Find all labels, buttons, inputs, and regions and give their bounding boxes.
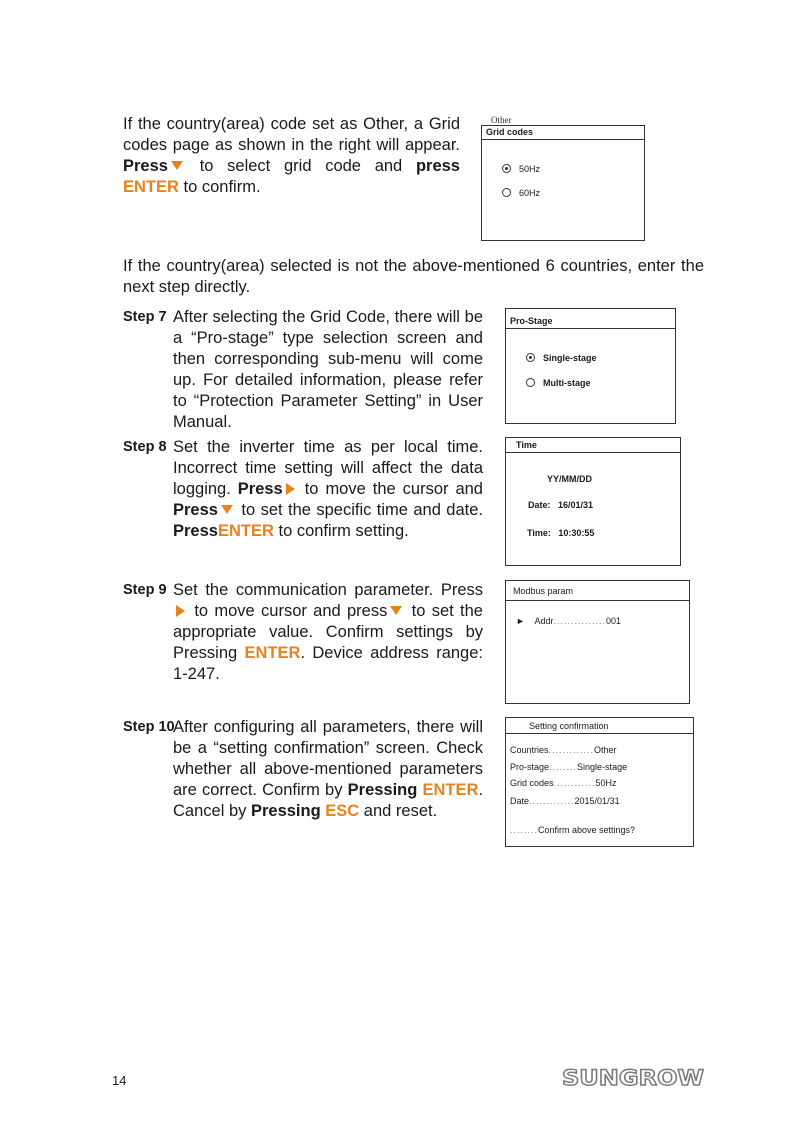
step-7 bbox=[123, 307, 483, 433]
step-text-part: to set the specific time and date. bbox=[241, 501, 483, 519]
confirm-row-pro-stage bbox=[510, 762, 627, 772]
cursor-pointer-icon: ► bbox=[516, 616, 525, 626]
intro-line: If the country(area) code set as Other, a Grid codes page as shown in the right will appear. bbox=[123, 115, 460, 154]
step-text-part: After configuring all parameters, there will be a “setting confirmation” screen. Check whether all above-mentioned parameters are correct. Confirm by bbox=[173, 718, 483, 799]
step-text-part: to confirm setting. bbox=[278, 522, 409, 540]
enter-key: ENTER bbox=[244, 644, 301, 662]
option-single-stage bbox=[526, 353, 597, 363]
step-label: Step 8 bbox=[123, 439, 167, 455]
step-label: Step 9 bbox=[123, 582, 167, 598]
screen-title: Time bbox=[506, 438, 680, 453]
down-arrow-icon bbox=[390, 606, 402, 615]
modbus-param-screen bbox=[505, 580, 690, 704]
leader-dots: ............... bbox=[553, 616, 606, 626]
option-60hz bbox=[502, 188, 540, 198]
leader-dots: ............ bbox=[553, 778, 596, 788]
time-value: 10:30:55 bbox=[558, 528, 595, 538]
row-label: Pro-stage bbox=[510, 762, 550, 772]
press-keyword: Press bbox=[123, 157, 168, 175]
pressing-keyword: Pressing bbox=[250, 802, 321, 820]
pressing-keyword: Pressing bbox=[347, 781, 418, 799]
confirm-row-countries bbox=[510, 745, 617, 755]
address-value: 001 bbox=[605, 616, 621, 626]
press-keyword: Press bbox=[173, 501, 218, 519]
screen-title: Setting confirmation bbox=[506, 718, 693, 734]
row-label: Countries bbox=[510, 745, 549, 755]
step-text-part: to move the cursor and bbox=[304, 480, 483, 498]
step-8 bbox=[123, 437, 483, 542]
option-multi-stage bbox=[526, 378, 591, 388]
step-text-part: to set the appropriate value. Confirm settings by Pressing bbox=[173, 602, 483, 662]
leader-dots: ............. bbox=[529, 796, 575, 806]
screen-title: Grid codes bbox=[482, 126, 644, 140]
leader-dots: ........ bbox=[510, 825, 539, 835]
confirm-row-date bbox=[510, 796, 620, 806]
grid-codes-screen bbox=[481, 125, 645, 241]
intro-mid: to select grid code and bbox=[199, 157, 403, 175]
grid-screen-caption: Other bbox=[491, 115, 512, 125]
option-label: Multi-stage bbox=[543, 378, 591, 388]
row-label: Date bbox=[510, 796, 530, 806]
note-paragraph: If the country(area) selected is not the above-mentioned 6 countries, enter the next step directly. bbox=[123, 257, 704, 296]
press-keyword: Press bbox=[173, 522, 218, 540]
step-text bbox=[173, 580, 483, 685]
radio-empty-icon bbox=[502, 188, 511, 197]
enter-key: ENTER bbox=[123, 178, 179, 196]
press-keyword: press bbox=[415, 157, 460, 175]
row-value: 2015/01/31 bbox=[574, 796, 620, 806]
step-text: After selecting the Grid Code, there will be a “Pro-stage” type selection screen and then corresponding sub-menu will come up. For detailed information, please refer to “Protection Parameter Setting” in User Manual. bbox=[173, 308, 483, 431]
radio-selected-icon bbox=[502, 164, 511, 173]
row-value: Single-stage bbox=[577, 762, 628, 772]
option-label: 50Hz bbox=[519, 164, 541, 174]
question-text: Confirm above settings? bbox=[538, 825, 636, 835]
setting-confirmation-screen bbox=[505, 717, 694, 847]
time-row bbox=[527, 528, 594, 538]
time-label: Time: bbox=[527, 528, 551, 538]
option-label: Single-stage bbox=[543, 353, 597, 363]
screen-title: Pro-Stage bbox=[506, 309, 675, 329]
row-value: Other bbox=[594, 745, 617, 755]
step-text-part: to move cursor and press bbox=[194, 602, 388, 620]
right-arrow-icon bbox=[176, 605, 185, 617]
row-value: 50Hz bbox=[595, 778, 617, 788]
screen-title: Modbus param bbox=[506, 581, 689, 601]
leader-dots: ............. bbox=[548, 745, 595, 755]
step-text-part: Set the communication parameter. Press bbox=[173, 581, 483, 599]
page-number: 14 bbox=[112, 1073, 127, 1088]
date-format: YY/MM/DD bbox=[547, 474, 592, 484]
sungrow-logo bbox=[562, 1064, 704, 1090]
date-label: Date: bbox=[528, 500, 551, 510]
step-text-part: . Cancel by bbox=[173, 781, 484, 820]
enter-key: ENTER bbox=[422, 781, 479, 799]
intro-end: to confirm. bbox=[183, 178, 261, 196]
leader-dots: ........ bbox=[549, 762, 578, 772]
radio-empty-icon bbox=[526, 378, 535, 387]
right-arrow-icon bbox=[286, 483, 295, 495]
confirm-question bbox=[510, 825, 635, 835]
radio-selected-icon bbox=[526, 353, 535, 362]
step-text-part: . Device address range: 1-247. bbox=[173, 644, 483, 683]
step-text bbox=[173, 717, 483, 822]
step-label: Step 7 bbox=[123, 309, 167, 325]
step-text-part: and reset. bbox=[363, 802, 438, 820]
step-9 bbox=[123, 580, 483, 685]
option-50hz bbox=[502, 164, 540, 174]
pro-stage-screen bbox=[505, 308, 676, 424]
step-10 bbox=[123, 717, 483, 822]
step-text bbox=[173, 437, 483, 542]
confirm-row-grid-codes bbox=[510, 778, 617, 788]
enter-key: ENTER bbox=[217, 522, 274, 540]
step-label: Step 10 bbox=[123, 719, 175, 735]
intro-paragraph bbox=[123, 114, 460, 198]
logo-text: SUNGROW bbox=[562, 1066, 704, 1090]
down-arrow-icon bbox=[171, 161, 183, 170]
press-keyword: Press bbox=[237, 480, 283, 498]
time-screen bbox=[505, 437, 681, 566]
option-label: 60Hz bbox=[519, 188, 541, 198]
date-value: 16/01/31 bbox=[558, 500, 594, 510]
esc-key: ESC bbox=[325, 802, 360, 820]
address-row bbox=[516, 616, 621, 626]
address-label: Addr bbox=[534, 616, 554, 626]
row-label: Grid codes bbox=[510, 778, 554, 788]
down-arrow-icon bbox=[221, 505, 233, 514]
date-row bbox=[528, 500, 593, 510]
step-text-part: Set the inverter time as per local time. Incorrect time setting will affect the data logging. bbox=[173, 438, 483, 498]
